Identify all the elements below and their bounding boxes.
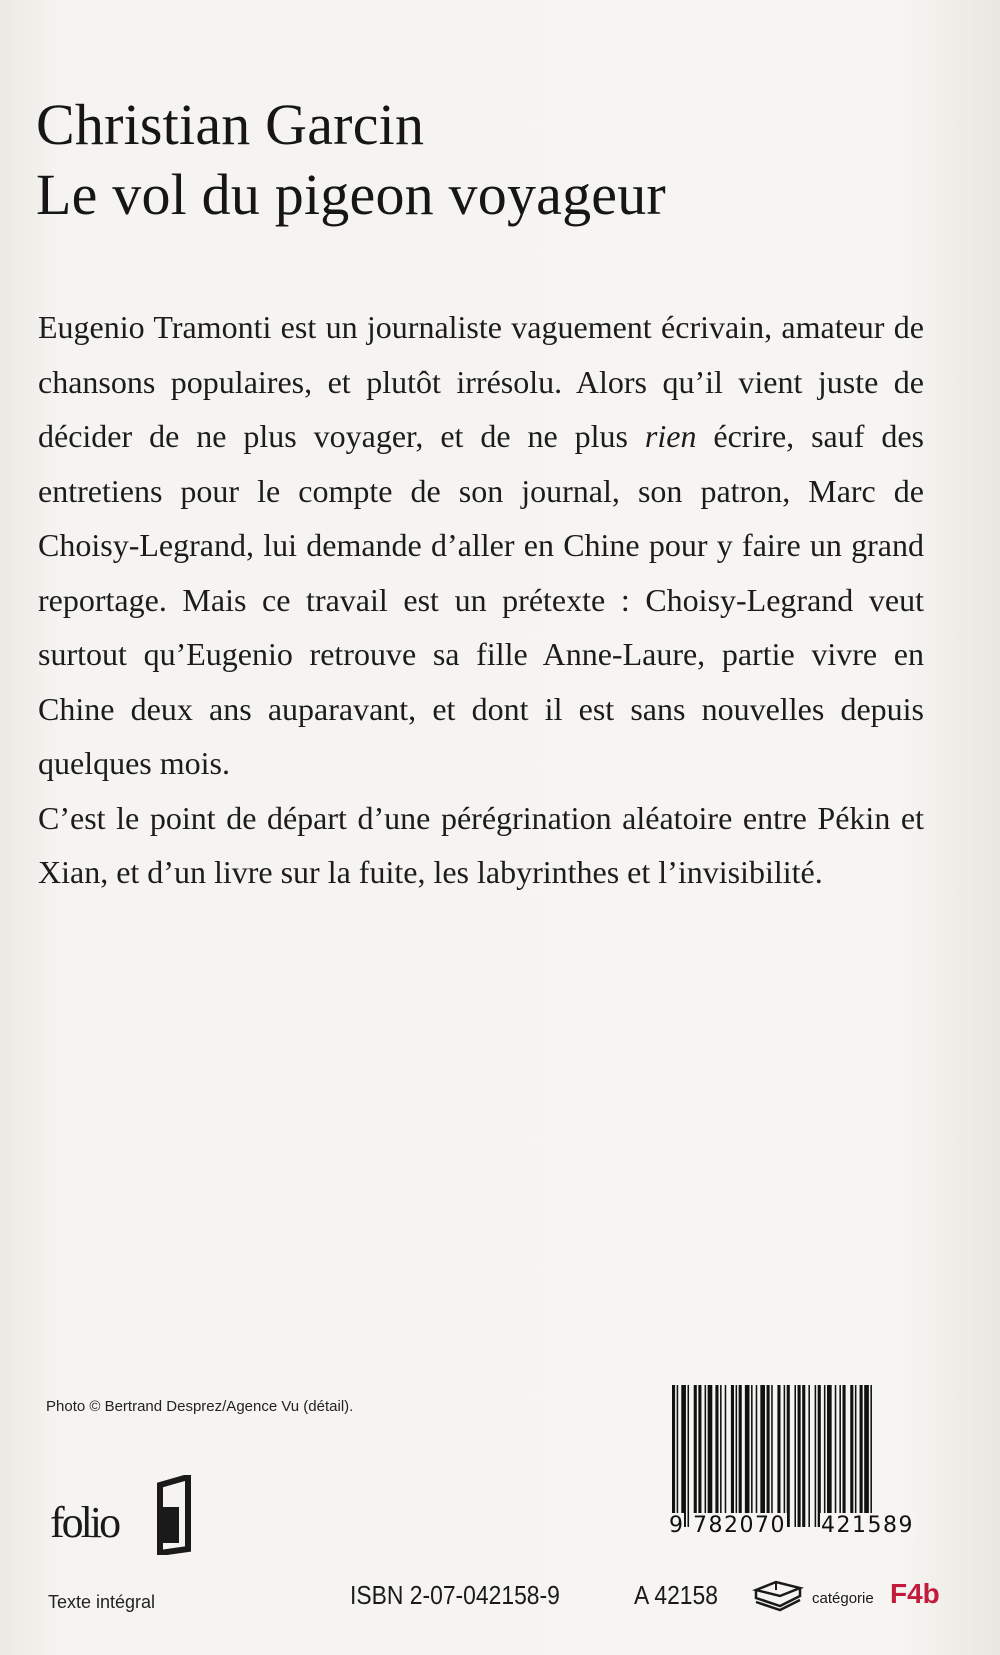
barcode-bar — [694, 1385, 697, 1527]
barcode-bar — [705, 1385, 707, 1527]
barcode-digits — [668, 1513, 952, 1543]
barcode-digits-right: 421589 — [821, 1513, 914, 1538]
barcode-bar — [827, 1385, 832, 1527]
barcode-bar — [839, 1385, 841, 1527]
folio-logo-mark-icon — [152, 1475, 192, 1555]
barcode-bar — [784, 1385, 786, 1527]
blurb-paragraph-1 — [38, 300, 924, 791]
barcode-bar — [698, 1385, 701, 1527]
barcode-bar — [843, 1385, 846, 1527]
blurb-emphasis: rien — [644, 418, 697, 454]
barcode-bar — [708, 1385, 713, 1527]
barcode-bar — [745, 1385, 750, 1527]
edition-note: Texte intégral — [48, 1592, 156, 1612]
barcode-bar — [725, 1385, 727, 1527]
barcode-bar — [677, 1385, 679, 1527]
barcode-bar — [739, 1385, 742, 1527]
barcode-bar — [767, 1385, 770, 1527]
header — [36, 90, 976, 230]
barcode-bar — [835, 1385, 837, 1527]
barcode-bar — [672, 1385, 675, 1527]
barcode-digits-left: 782070 — [693, 1513, 786, 1538]
barcode-bar — [688, 1385, 690, 1527]
barcode-bar — [756, 1385, 758, 1527]
folio-logo — [48, 1475, 208, 1555]
barcode-bar — [870, 1385, 872, 1527]
barcode-bar — [681, 1385, 686, 1527]
book-stack-icon — [752, 1578, 804, 1618]
barcode-bar — [771, 1385, 773, 1527]
barcode-bar — [860, 1385, 863, 1527]
barcode-bar — [824, 1385, 826, 1527]
photo-credit: Photo © Bertrand Desprez/Agence Vu (détail). — [46, 1398, 354, 1415]
barcode — [668, 1385, 952, 1555]
barcode-bar — [808, 1385, 810, 1527]
category-value: F4b — [890, 1578, 940, 1609]
book-title: Le vol du pigeon voyageur — [36, 162, 666, 227]
isbn: ISBN 2-07-042158-9 — [350, 1580, 560, 1610]
barcode-bar — [850, 1385, 853, 1527]
barcode-bar — [818, 1385, 821, 1527]
barcode-bar — [802, 1385, 805, 1527]
barcode-bar — [751, 1385, 753, 1527]
product-code: A 42158 — [634, 1580, 718, 1610]
barcode-bar — [815, 1385, 817, 1527]
category-label: catégorie — [812, 1590, 874, 1607]
blurb-text-1b: écrire, sauf des entretiens pour le compte de son journal, son patron, Marc de Choisy-Legrand, lui demande d’aller en Chine pour y faire un grand reportage. Mais ce travail est un prétexte : Choisy-Legrand veut surtout qu’Eugenio retrouve sa fille Anne-Laure, partie vivre en Chine deux ans auparavant, et dont il est sans nouvelles depuis quelques mois. — [38, 418, 925, 781]
barcode-bar — [760, 1385, 765, 1527]
barcode-bar — [731, 1385, 734, 1527]
barcode-bar — [855, 1385, 857, 1527]
blurb-paragraph-2: C’est le point de départ d’une pérégrination aléatoire entre Pékin et Xian, et d’un livre sur la fuite, les labyrinthes et l’invisibilité. — [38, 799, 924, 890]
barcode-bar — [864, 1385, 869, 1527]
blurb-text-1a: Eugenio Tramonti est un journaliste vaguement écrivain, amateur de chansons populaires, et plutôt irrésolu. Alors qu’il vient juste de décider de ne plus voyager, et de ne plus — [38, 309, 924, 454]
folio-logo-text: folio — [50, 1498, 119, 1547]
barcode-bar — [794, 1385, 796, 1527]
barcode-bar — [720, 1385, 722, 1527]
barcode-digit-first: 9 — [669, 1513, 683, 1538]
blurb — [38, 300, 924, 900]
barcode-bar — [715, 1385, 718, 1527]
barcode-bar — [736, 1385, 738, 1527]
barcode-bar — [798, 1385, 801, 1527]
barcode-bar — [777, 1385, 780, 1527]
author-name: Christian Garcin — [36, 92, 425, 157]
barcode-bar — [787, 1385, 790, 1527]
